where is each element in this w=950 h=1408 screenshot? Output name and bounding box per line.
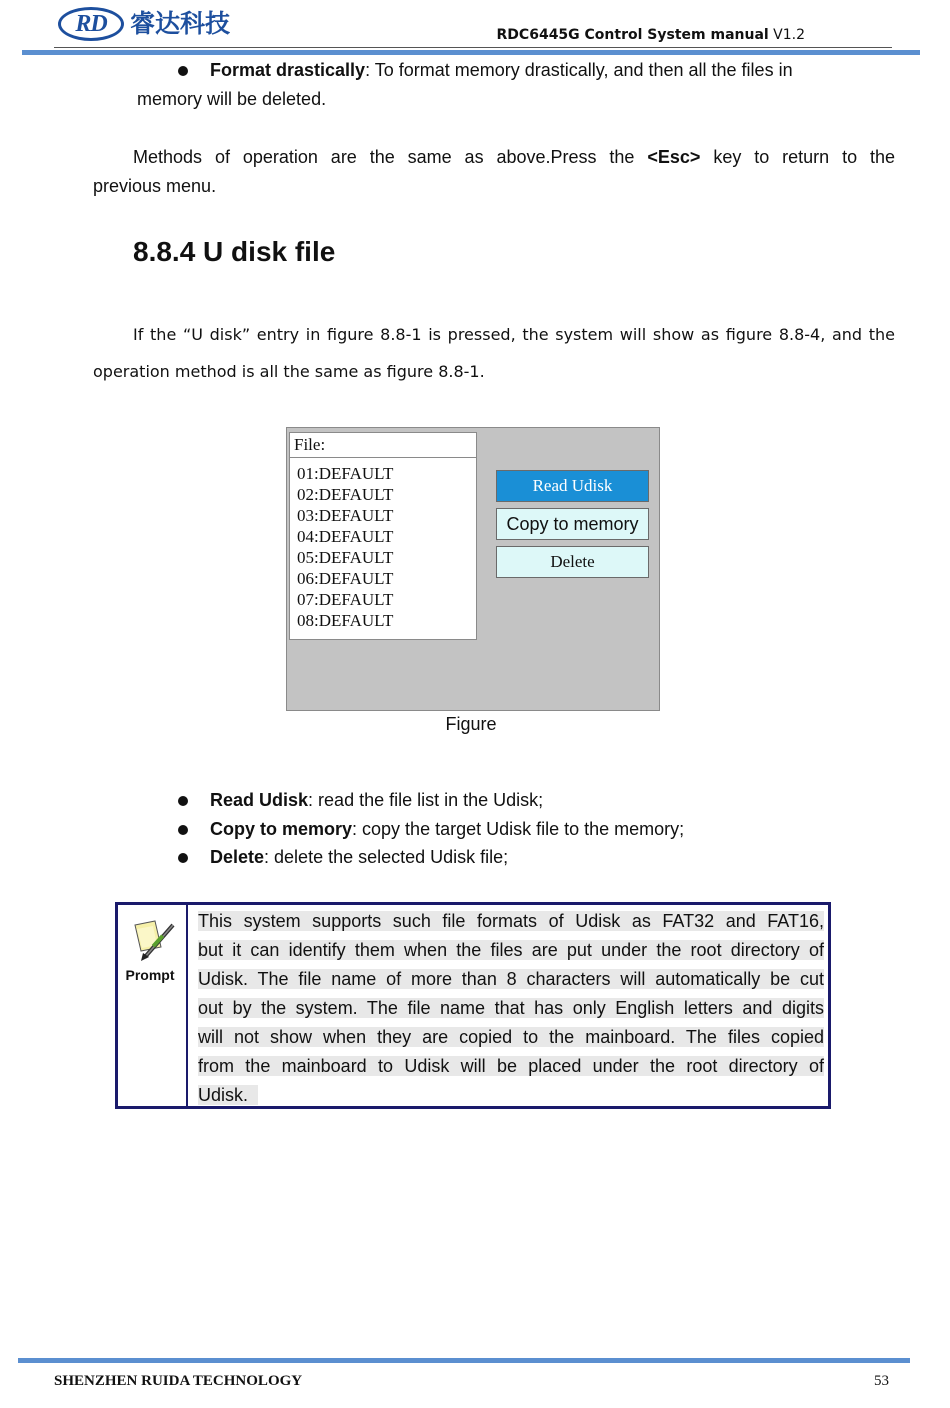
prompt-line-text: Udisk. [198, 1085, 258, 1105]
file-item[interactable]: 01:DEFAULT [297, 464, 394, 483]
page-number: 53 [874, 1373, 889, 1389]
prompt-line [198, 936, 824, 965]
logo-company-name: 睿达科技 [130, 9, 231, 38]
prompt-line-text: Udisk. The file name of more than 8 characters will automatically be cut [198, 969, 824, 989]
file-item[interactable]: 04:DEFAULT [297, 527, 394, 546]
bullet-dot [178, 825, 188, 835]
prompt-line [198, 1081, 824, 1110]
methods-line2: previous menu. [93, 176, 217, 196]
file-list-panel [289, 432, 477, 640]
read-udisk-button[interactable]: Read Udisk [496, 470, 649, 502]
file-item[interactable]: 07:DEFAULT [297, 590, 394, 609]
bullet-read-udisk [178, 786, 878, 815]
methods-line1 [93, 143, 895, 172]
bullet-delete [178, 843, 878, 872]
section-para-line1: If the “U disk” entry in figure 8.8-1 is pressed, the system will show as figure 8.8-4, and the [133, 325, 895, 344]
file-label: File: [290, 433, 476, 458]
bullet-term: Delete [210, 847, 265, 867]
bullet-text-line [210, 815, 684, 844]
prompt-line-text: out by the system. The file name that has only English letters and digits [198, 998, 824, 1018]
bullet-text: : To format memory drastically, and then all the files in [365, 60, 793, 80]
section-para-line2: operation method is all the same as figure 8.8-1. [93, 362, 485, 381]
prompt-line-text: from the mainboard to Udisk will be placed under the root directory of [198, 1056, 824, 1076]
prompt-side [118, 905, 188, 1106]
prompt-text [198, 907, 824, 1110]
prompt-box [115, 902, 831, 1109]
file-item[interactable]: 08:DEFAULT [297, 611, 394, 630]
delete-button[interactable]: Delete [496, 546, 649, 578]
manual-title [497, 27, 805, 43]
file-item[interactable]: 03:DEFAULT [297, 506, 394, 525]
footer-rule [18, 1358, 910, 1363]
bullet-dot [178, 796, 188, 806]
methods-text-pre: Methods of operation are the same as above.Press the [133, 147, 648, 167]
footer-company: SHENZHEN RUIDA TECHNOLOGY [54, 1373, 303, 1389]
bullet-dot [178, 853, 188, 863]
bullet-text-line [210, 843, 508, 872]
methods-paragraph [93, 143, 895, 201]
methods-text-post: key to return to the [700, 147, 895, 167]
bullet-term: Copy to memory [210, 819, 353, 839]
file-item[interactable]: 05:DEFAULT [297, 548, 394, 567]
bullet-term: Format drastically [210, 60, 366, 80]
bullet-text: : read the file list in the Udisk; [308, 790, 544, 810]
header-rule [22, 50, 920, 55]
file-item[interactable]: 06:DEFAULT [297, 569, 394, 588]
esc-key: <Esc> [647, 147, 701, 167]
file-item[interactable]: 02:DEFAULT [297, 485, 394, 504]
bullet-dot [178, 66, 188, 76]
udisk-screen-figure [286, 427, 660, 711]
copy-to-memory-button[interactable]: Copy to memory [496, 508, 649, 540]
prompt-line [198, 965, 824, 994]
section-paragraph [93, 316, 895, 390]
prompt-label: Prompt [125, 967, 175, 983]
bullet-text: : copy the target Udisk file to the memory; [352, 819, 685, 839]
bullet-format-line2: memory will be deleted. [137, 89, 327, 109]
bullet-copy-to-memory [178, 815, 878, 844]
figure-caption: Figure [445, 714, 497, 734]
bullet-term: Read Udisk [210, 790, 309, 810]
manual-title-text: RDC6445G Control System manual [496, 27, 769, 43]
prompt-line [198, 907, 824, 936]
bullet-format-line1 [210, 56, 793, 85]
prompt-line [198, 994, 824, 1023]
bullet-text: : delete the selected Udisk file; [264, 847, 509, 867]
bullet-format-drastically [137, 56, 898, 114]
logo-mark: RD [58, 7, 124, 41]
header-rule-thin [54, 47, 892, 48]
bullet-text-line [210, 786, 543, 815]
prompt-line-text: This system supports such file formats of Udisk as FAT32 and FAT16, [198, 911, 824, 931]
file-list [290, 458, 476, 631]
manual-version: V1.2 [773, 27, 805, 43]
section-title: 8.8.4 U disk file [133, 236, 336, 267]
prompt-line-text: but it can identify them when the files are put under the root directory of [198, 940, 824, 960]
prompt-line [198, 1023, 824, 1052]
note-pen-icon [131, 917, 177, 961]
prompt-line [198, 1052, 824, 1081]
prompt-line-text: will not show when they are copied to the mainboard. The files copied [198, 1027, 824, 1047]
